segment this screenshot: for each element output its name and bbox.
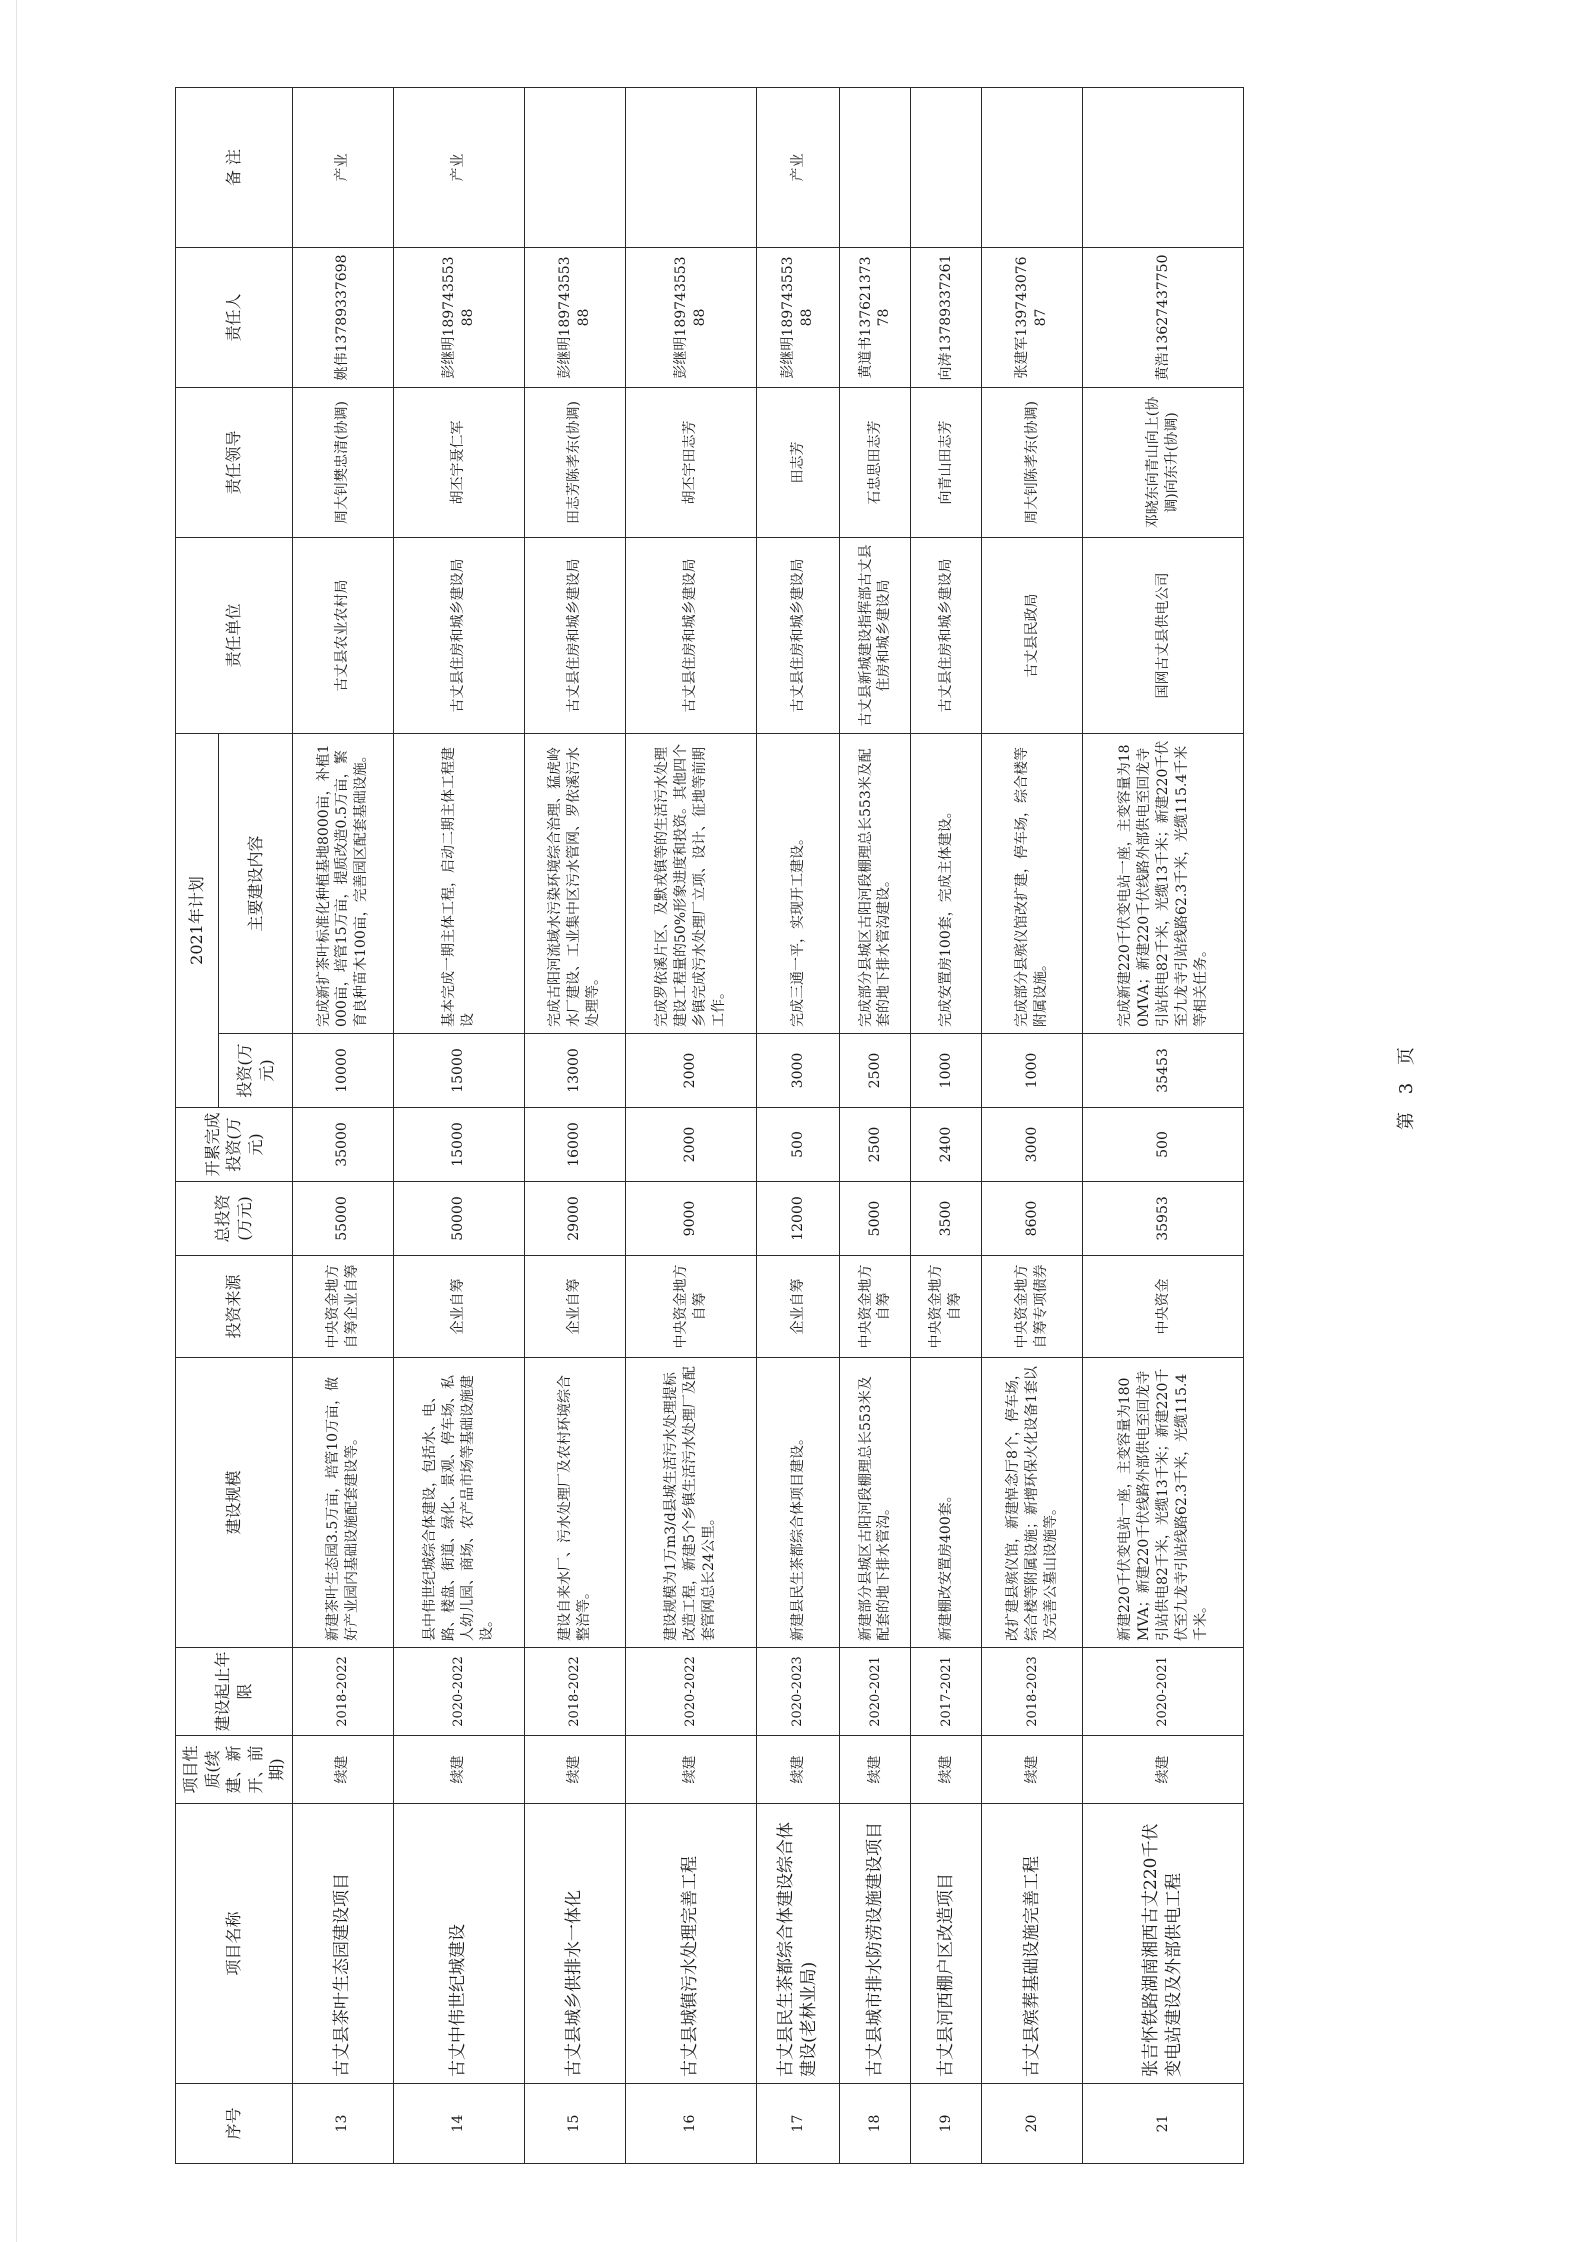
cell-unit: 古丈县住房和城乡建设局 <box>393 537 524 733</box>
cell-remark <box>1083 87 1244 247</box>
header-seq: 序号 <box>176 2084 293 2164</box>
cell-funding: 中央资金地方自筹专项债券 <box>982 1256 1083 1358</box>
table-row <box>840 87 911 2163</box>
cell-scale: 新建棚改安置房400套。 <box>911 1358 982 1648</box>
cell-name: 古丈县城市排水防涝设施建设项目 <box>840 1804 911 2084</box>
cell-scale: 改扩建县殡仪馆，新建悼念厅8个，停车场，综合楼等附属设施；新增环保火化设备1套以及完善公墓山设施等。 <box>982 1358 1083 1648</box>
cell-nature: 续建 <box>625 1736 756 1804</box>
header-row-1 <box>176 87 219 2163</box>
cell-period: 2020-2021 <box>840 1648 911 1736</box>
cell-total: 55000 <box>292 1182 393 1256</box>
cell-completed: 15000 <box>393 1108 524 1182</box>
cell-unit: 古丈县住房和城乡建设局 <box>756 537 840 733</box>
cell-name: 古丈县民生茶都综合体建设综合体建设(老林业局) <box>756 1804 840 2084</box>
cell-completed: 2400 <box>911 1108 982 1182</box>
rotated-page-content <box>175 88 1210 2164</box>
cell-funding: 企业自筹 <box>756 1256 840 1358</box>
cell-scale: 新建部分县城区古阳河段棚理总长553米及配套的地下排水管沟。 <box>840 1358 911 1648</box>
cell-unit: 古丈县住房和城乡建设局 <box>625 537 756 733</box>
cell-scale: 新建县民生茶都综合体项目建设。 <box>756 1358 840 1648</box>
cell-person: 彭继明18974355388 <box>524 247 625 387</box>
cell-completed: 500 <box>756 1108 840 1182</box>
cell-completed: 500 <box>1083 1108 1244 1182</box>
cell-leader: 向青山田志芳 <box>911 387 982 537</box>
cell-leader: 邓晓东向青山向上(协调)向东升(协调) <box>1083 387 1244 537</box>
cell-unit: 古丈县农业农村局 <box>292 537 393 733</box>
header-nature: 项目性质(续建、新开、前期) <box>176 1736 293 1804</box>
header-funding: 投资来源 <box>176 1256 293 1358</box>
cell-person: 彭继明18974355388 <box>756 247 840 387</box>
cell-plan-invest: 2500 <box>840 1034 911 1108</box>
cell-period: 2017-2021 <box>911 1648 982 1736</box>
table-row <box>625 87 756 2163</box>
cell-unit: 古丈县新城建设指挥部古丈县住房和城乡建设局 <box>840 537 911 733</box>
cell-funding: 中央资金地方自筹 <box>911 1256 982 1358</box>
cell-name: 古丈县河西棚户区改造项目 <box>911 1804 982 2084</box>
cell-plan-invest: 3000 <box>756 1034 840 1108</box>
cell-person: 彭继明18974355388 <box>393 247 524 387</box>
cell-completed: 35000 <box>292 1108 393 1182</box>
cell-person: 黄浩13627437750 <box>1083 247 1244 387</box>
table-row <box>982 87 1083 2163</box>
header-remark: 备 注 <box>176 87 293 247</box>
cell-period: 2018-2022 <box>524 1648 625 1736</box>
cell-plan-content: 完成罗依溪片区、及默戎镇等的生活污水处理建设工程量的50%形象进度和投资。其他四个乡镇完成污水处理厂立项、设计、征地等前期工作。 <box>625 733 756 1033</box>
cell-leader: 胡丕宇田志芳 <box>625 387 756 537</box>
cell-remark: 产业 <box>756 87 840 247</box>
cell-funding: 企业自筹 <box>393 1256 524 1358</box>
cell-remark <box>524 87 625 247</box>
table-row <box>393 87 524 2163</box>
cell-plan-invest: 10000 <box>292 1034 393 1108</box>
project-plan-table <box>175 87 1244 2164</box>
cell-name: 古丈中伟世纪城建设 <box>393 1804 524 2084</box>
header-unit: 责任单位 <box>176 537 293 733</box>
cell-plan-content: 完成新扩茶叶标准化种植基地8000亩，补植1000亩，培管15万亩，提质改造0.5万亩，繁育良种苗木100亩，完善园区配套基础设施。 <box>292 733 393 1033</box>
header-period: 建设起止年限 <box>176 1648 293 1736</box>
cell-seq: 13 <box>292 2084 393 2164</box>
cell-leader: 石忠思田志芳 <box>840 387 911 537</box>
cell-total: 8600 <box>982 1182 1083 1256</box>
table-row <box>524 87 625 2163</box>
cell-person: 张建军13974307687 <box>982 247 1083 387</box>
cell-plan-invest: 15000 <box>393 1034 524 1108</box>
cell-nature: 续建 <box>1083 1736 1244 1804</box>
cell-total: 9000 <box>625 1182 756 1256</box>
cell-total: 5000 <box>840 1182 911 1256</box>
cell-period: 2020-2022 <box>625 1648 756 1736</box>
cell-name: 古丈县城乡供排水一体化 <box>524 1804 625 2084</box>
cell-completed: 16000 <box>524 1108 625 1182</box>
cell-scale: 新建220千伏变电站一座，主变容量为180MVA；新建220千伏线路外部供电至回龙寺引站供电82千米，光缆13千米；新建220千伏至九龙寺引站线路62.3千米，光缆115.4千米。 <box>1083 1358 1244 1648</box>
cell-scale: 建设自来水厂、污水处理厂及农村环境综合整治等。 <box>524 1358 625 1648</box>
cell-plan-content: 基本完成一期主体工程，启动二期主体工程建设 <box>393 733 524 1033</box>
cell-remark <box>625 87 756 247</box>
table-row <box>756 87 840 2163</box>
cell-seq: 18 <box>840 2084 911 2164</box>
cell-plan-invest: 1000 <box>982 1034 1083 1108</box>
cell-seq: 15 <box>524 2084 625 2164</box>
cell-plan-content: 完成新建220千伏变电站一座，主变容量为180MVA；新建220千伏线路外部供电至回龙寺引站供电82千米，光缆13千米；新建220千伏至九龙寺引站线路62.3千米，光缆115.4千米等相关任务。 <box>1083 733 1244 1033</box>
cell-person: 黄道书13762137378 <box>840 247 911 387</box>
table-row <box>1083 87 1244 2163</box>
cell-leader: 田志芳 <box>756 387 840 537</box>
cell-total: 29000 <box>524 1182 625 1256</box>
cell-funding: 中央资金地方自筹 <box>625 1256 756 1358</box>
cell-unit: 古丈县住房和城乡建设局 <box>911 537 982 733</box>
cell-period: 2020-2022 <box>393 1648 524 1736</box>
table-row <box>911 87 982 2163</box>
cell-nature: 续建 <box>393 1736 524 1804</box>
header-completed: 开累完成投资(万元) <box>176 1108 293 1182</box>
cell-completed: 3000 <box>982 1108 1083 1182</box>
cell-person: 彭继明18974355388 <box>625 247 756 387</box>
header-plan-content: 主要建设内容 <box>219 733 293 1033</box>
header-total: 总投资(万元) <box>176 1182 293 1256</box>
cell-name: 古丈县殡葬基础设施完善工程 <box>982 1804 1083 2084</box>
cell-seq: 21 <box>1083 2084 1244 2164</box>
cell-remark: 产业 <box>393 87 524 247</box>
cell-scale: 建设规模为1万m3/d县城生活污水处理提标改造工程，新建5个乡镇生活污水处理厂及配套管网总长24公里。 <box>625 1358 756 1648</box>
cell-plan-invest: 1000 <box>911 1034 982 1108</box>
cell-seq: 17 <box>756 2084 840 2164</box>
table-row <box>292 87 393 2163</box>
cell-person: 向涛13789337261 <box>911 247 982 387</box>
cell-plan-content: 完成部分县殡仪馆改扩建，停车场，综合楼等附属设施。 <box>982 733 1083 1033</box>
header-plan-invest: 投资(万元) <box>219 1034 293 1108</box>
cell-seq: 20 <box>982 2084 1083 2164</box>
page-number <box>1392 1041 1432 1230</box>
cell-seq: 14 <box>393 2084 524 2164</box>
cell-seq: 16 <box>625 2084 756 2164</box>
cell-total: 3500 <box>911 1182 982 1256</box>
page-number-label: 第 3 页 <box>1396 1041 1417 1130</box>
cell-leader: 周大钊樊忠清(协调) <box>292 387 393 537</box>
cell-plan-content: 完成古阳河流域水污染环境综合治理、猛虎岭水厂建设、工业集中区污水管网、罗依溪污水处理等。 <box>524 733 625 1033</box>
cell-period: 2020-2021 <box>1083 1648 1244 1736</box>
cell-name: 古丈县茶叶生态园建设项目 <box>292 1804 393 2084</box>
cell-nature: 续建 <box>911 1736 982 1804</box>
cell-leader: 田志芳陈孝东(协调) <box>524 387 625 537</box>
cell-period: 2018-2022 <box>292 1648 393 1736</box>
cell-funding: 中央资金地方自筹企业自筹 <box>292 1256 393 1358</box>
cell-nature: 续建 <box>756 1736 840 1804</box>
cell-remark <box>840 87 911 247</box>
header-plan-group: 2021年计划 <box>176 733 219 1107</box>
cell-unit: 国网古丈县供电公司 <box>1083 537 1244 733</box>
header-name: 项目名称 <box>176 1804 293 2084</box>
cell-name: 张吉怀铁路湖南湘西古丈220千伏变电站建设及外部供电工程 <box>1083 1804 1244 2084</box>
cell-funding: 企业自筹 <box>524 1256 625 1358</box>
cell-completed: 2000 <box>625 1108 756 1182</box>
cell-unit: 古丈县住房和城乡建设局 <box>524 537 625 733</box>
scan-fold-line <box>16 0 17 2242</box>
cell-funding: 中央资金 <box>1083 1256 1244 1358</box>
cell-completed: 2500 <box>840 1108 911 1182</box>
cell-name: 古丈县城镇污水处理完善工程 <box>625 1804 756 2084</box>
cell-nature: 续建 <box>982 1736 1083 1804</box>
cell-plan-invest: 2000 <box>625 1034 756 1108</box>
cell-total: 12000 <box>756 1182 840 1256</box>
header-leader: 责任领导 <box>176 387 293 537</box>
cell-plan-content: 完成三通一平，实现开工建设。 <box>756 733 840 1033</box>
cell-plan-invest: 35453 <box>1083 1034 1244 1108</box>
cell-remark <box>911 87 982 247</box>
cell-leader: 胡丕宇聂仁军 <box>393 387 524 537</box>
cell-plan-invest: 13000 <box>524 1034 625 1108</box>
cell-period: 2018-2023 <box>982 1648 1083 1736</box>
cell-period: 2020-2023 <box>756 1648 840 1736</box>
cell-plan-content: 完成安置房100套，完成主体建设。 <box>911 733 982 1033</box>
cell-remark <box>982 87 1083 247</box>
cell-leader: 周大钊陈孝东(协调) <box>982 387 1083 537</box>
header-person: 责任人 <box>176 247 293 387</box>
cell-funding: 中央资金地方自筹 <box>840 1256 911 1358</box>
cell-nature: 续建 <box>840 1736 911 1804</box>
cell-total: 35953 <box>1083 1182 1244 1256</box>
cell-nature: 续建 <box>292 1736 393 1804</box>
cell-seq: 19 <box>911 2084 982 2164</box>
cell-remark: 产业 <box>292 87 393 247</box>
cell-plan-content: 完成部分县城区古阳河段棚理总长553米及配套的地下排水管沟建设。 <box>840 733 911 1033</box>
cell-scale: 新建茶叶生态园3.5万亩，培管10万亩，做好产业园内基础设施配套建设等。 <box>292 1358 393 1648</box>
cell-nature: 续建 <box>524 1736 625 1804</box>
cell-total: 50000 <box>393 1182 524 1256</box>
cell-person: 姚伟13789337698 <box>292 247 393 387</box>
cell-unit: 古丈县民政局 <box>982 537 1083 733</box>
header-scale: 建设规模 <box>176 1358 293 1648</box>
cell-scale: 县中伟世纪城综合体建设，包括水、电、路、楼盘、街道、绿化、景观、停车场、私人幼儿园、商场、农产品市场等基础设施建设。 <box>393 1358 524 1648</box>
